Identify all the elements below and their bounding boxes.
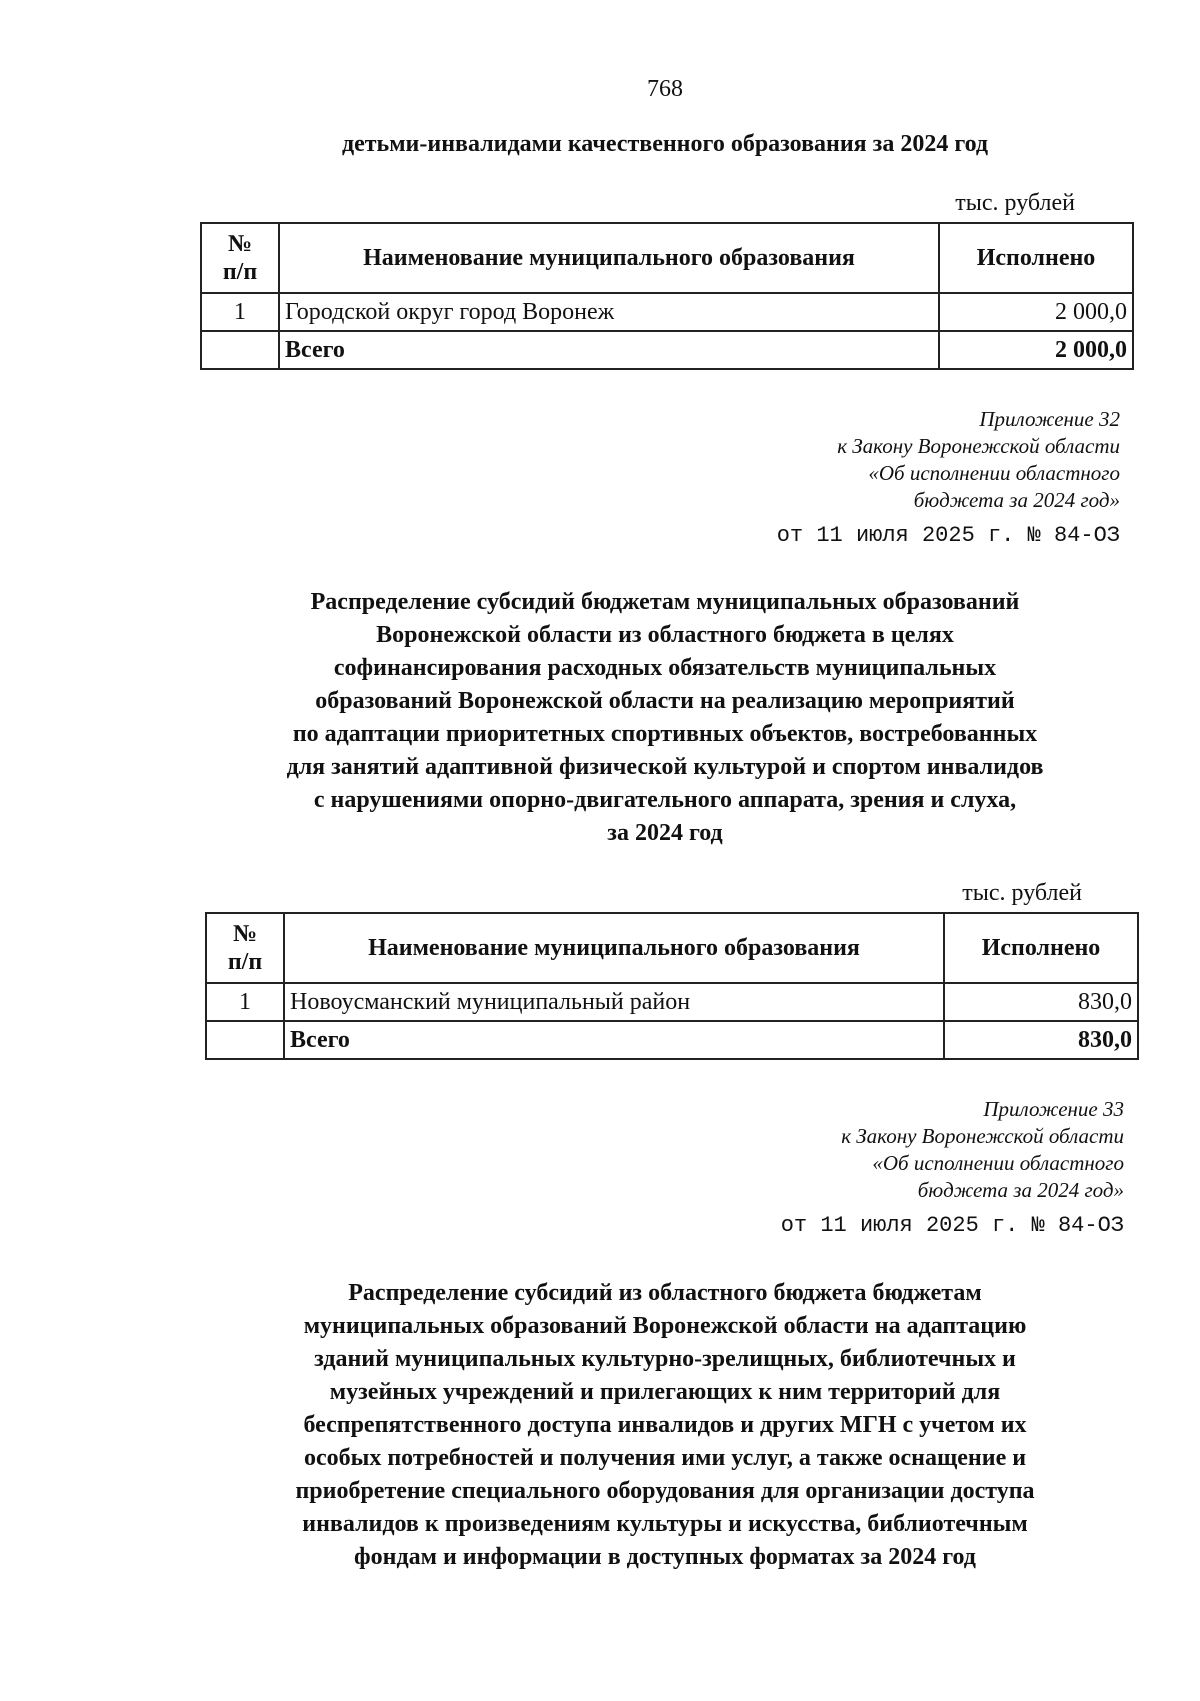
header-name: Наименование муниципального образования [284, 913, 944, 983]
header-num-line1: № [227, 231, 253, 257]
table-row [201, 293, 1133, 331]
heading-line: по адаптации приоритетных спортивных объектов, востребованных [292, 721, 1038, 747]
heading-line: муниципальных образований Воронежской области на адаптацию [303, 1313, 1027, 1339]
heading-line: Воронежской области из областного бюджета в целях [376, 622, 954, 648]
total-label: Всего [284, 1021, 944, 1059]
total-num-empty [206, 1021, 284, 1059]
appendix-line: бюджета за 2024 год» [913, 488, 1120, 512]
table-total-row [201, 331, 1133, 369]
total-value: 830,0 [944, 1021, 1138, 1059]
section-heading-continued [0, 128, 1200, 161]
row-num: 1 [201, 293, 279, 331]
heading-line: образований Воронежской области на реализацию мероприятий [315, 688, 1015, 714]
appendix-32-heading [0, 586, 1200, 850]
appendix-line: Приложение 32 [979, 407, 1120, 431]
appendix-33-reference [841, 1096, 1124, 1204]
appendix-32-reference [837, 406, 1120, 514]
row-name: Новоусманский муниципальный район [284, 983, 944, 1021]
heading-line: Распределение субсидий бюджетам муниципальных образований [310, 589, 1020, 615]
row-value: 830,0 [944, 983, 1138, 1021]
appendix-32-stamp: от 11 июля 2025 г. № 84-ОЗ [776, 523, 1120, 548]
table-header-row [206, 913, 1138, 983]
header-value: Исполнено [939, 223, 1133, 293]
total-num-empty [201, 331, 279, 369]
appendix-33-stamp: от 11 июля 2025 г. № 84-ОЗ [780, 1213, 1124, 1238]
heading-line: для занятий адаптивной физической культурой и спортом инвалидов [286, 754, 1044, 780]
heading-line: Распределение субсидий из областного бюджета бюджетам [348, 1280, 982, 1306]
appendix-line: бюджета за 2024 год» [917, 1178, 1124, 1202]
header-value: Исполнено [944, 913, 1138, 983]
heading-line: инвалидов к произведениям культуры и искусства, библиотечным [302, 1511, 1028, 1537]
units-label: тыс. рублей [962, 880, 1082, 906]
heading-line: зданий муниципальных культурно-зрелищных, библиотечных и [314, 1346, 1016, 1372]
table-appendix-32 [205, 912, 1139, 1060]
row-name: Городской округ город Воронеж [279, 293, 939, 331]
heading-line: фондам и информации в доступных форматах за 2024 год [354, 1544, 976, 1570]
header-num-line2: п/п [222, 259, 258, 285]
header-num [201, 223, 279, 293]
appendix-line: к Закону Воронежской области [841, 1124, 1124, 1148]
appendix-line: Приложение 33 [983, 1097, 1124, 1121]
header-num-line2: п/п [227, 949, 263, 975]
heading-line: за 2024 год [607, 820, 723, 846]
header-num-line1: № [232, 921, 258, 947]
heading-line: софинансирования расходных обязательств муниципальных [333, 655, 997, 681]
heading-line: беспрепятственного доступа инвалидов и других МГН с учетом их [303, 1412, 1027, 1438]
heading-line: с нарушениями опорно-двигательного аппарата, зрения и слуха, [313, 787, 1017, 813]
total-value: 2 000,0 [939, 331, 1133, 369]
table-voronezh [200, 222, 1134, 370]
table-row [206, 983, 1138, 1021]
row-num: 1 [206, 983, 284, 1021]
total-label: Всего [279, 331, 939, 369]
appendix-line: «Об исполнении областного [868, 461, 1120, 485]
header-name: Наименование муниципального образования [279, 223, 939, 293]
heading-line: детьми-инвалидами качественного образования за 2024 год [341, 131, 989, 157]
appendix-line: к Закону Воронежской области [837, 434, 1120, 458]
heading-line: музейных учреждений и прилегающих к ним территорий для [329, 1379, 1001, 1405]
heading-line: приобретение специального оборудования для организации доступа [295, 1478, 1035, 1504]
units-label: тыс. рублей [955, 190, 1075, 216]
row-value: 2 000,0 [939, 293, 1133, 331]
heading-line: особых потребностей и получения ими услуг, а также оснащение и [303, 1445, 1027, 1471]
page-number: 768 [647, 76, 683, 102]
table-header-row [201, 223, 1133, 293]
appendix-line: «Об исполнении областного [872, 1151, 1124, 1175]
header-num [206, 913, 284, 983]
table-total-row [206, 1021, 1138, 1059]
appendix-33-heading [0, 1277, 1200, 1574]
